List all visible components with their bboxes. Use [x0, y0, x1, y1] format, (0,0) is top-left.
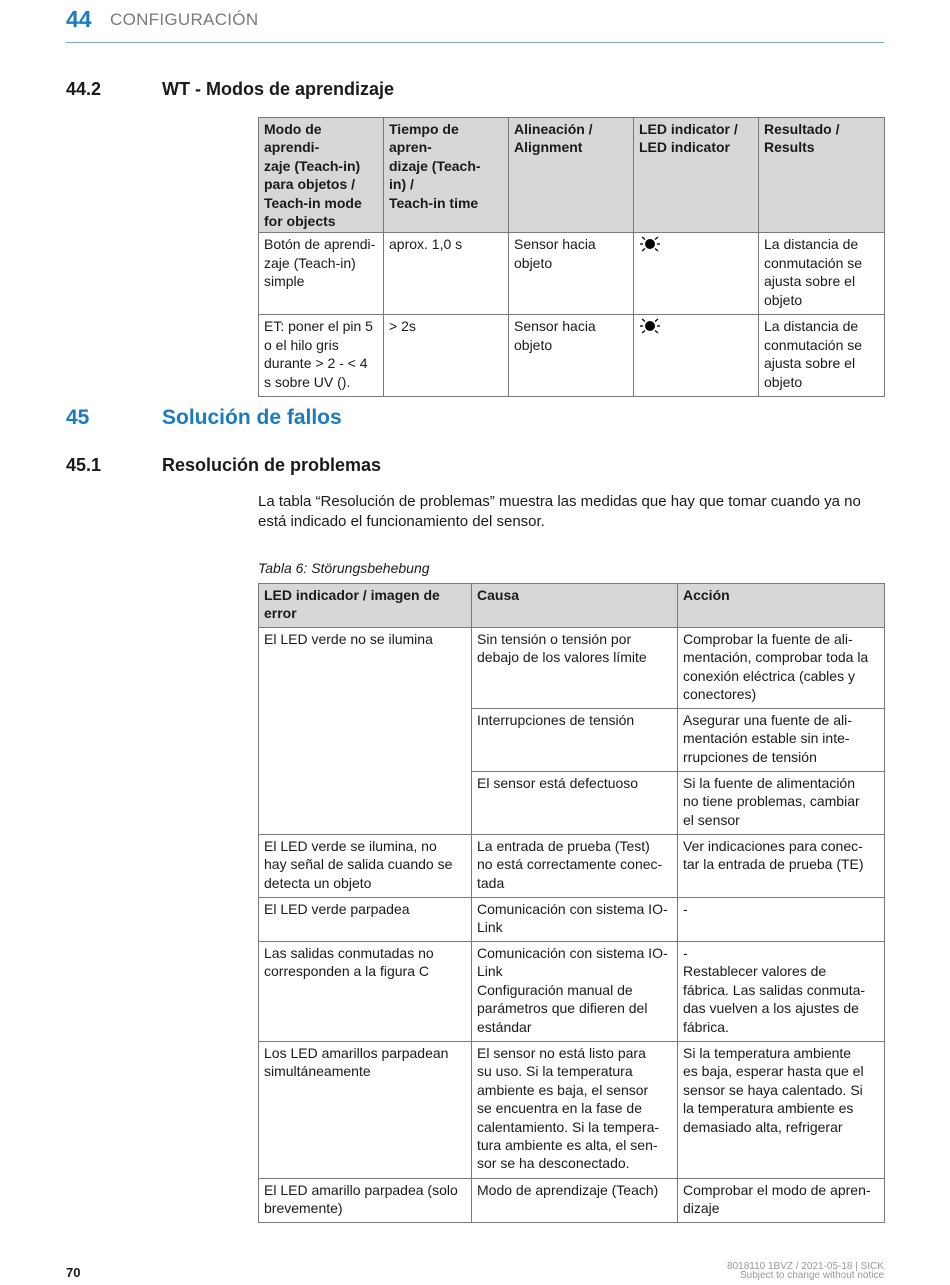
cell-action: Comprobar el modo de apren- dizaje: [678, 1179, 885, 1223]
header-divider: [66, 42, 884, 43]
cell-time: aprox. 1,0 s: [384, 233, 509, 315]
header-alignment: Alineación / Alignment: [509, 118, 634, 233]
cell-action: -: [678, 898, 885, 942]
cell-action: Si la temperatura ambiente es baja, esperar hasta que el sensor se haya calentado. Si la temperatura ambiente es demasiado alta, refrigerar: [678, 1042, 885, 1179]
cell-action: - Restablecer valores de fábrica. Las salidas conmuta- das vuelven a los ajustes de fábrica.: [678, 942, 885, 1042]
cell-led-error: Las salidas conmutadas no corresponden a la figura C: [259, 942, 472, 1042]
header-result: Resultado / Results: [759, 118, 885, 233]
led-on-icon: [639, 317, 661, 335]
cell-led-error: El LED verde parpadea: [259, 898, 472, 942]
page-number: 70: [66, 1265, 81, 1280]
header-led: LED indicator / LED indicator: [634, 118, 759, 233]
cell-mode: ET: poner el pin 5 o el hilo gris durante > 2 - < 4 s sobre UV ().: [259, 315, 384, 397]
cell-action: Si la fuente de alimentación no tiene problemas, cambiar el sensor: [678, 772, 885, 835]
header-cause: Causa: [472, 584, 678, 628]
chapter-title: CONFIGURACIÓN: [110, 10, 259, 29]
header-mode: Modo de aprendi- zaje (Teach-in) para objetos / Teach-in mode for objects: [259, 118, 384, 233]
cell-mode: Botón de aprendi- zaje (Teach-in) simple: [259, 233, 384, 315]
trouble-table-header-row: [259, 584, 885, 628]
header-action: Acción: [678, 584, 885, 628]
cell-alignment: Sensor hacia objeto: [509, 315, 634, 397]
intro-paragraph: La tabla “Resolución de problemas” muestra las medidas que hay que tomar cuando ya no está indicado el funcionamiento del sensor.: [258, 493, 861, 530]
table-row: [259, 898, 885, 942]
cell-led: [634, 233, 759, 315]
cell-alignment: Sensor hacia objeto: [509, 233, 634, 315]
cell-action: Ver indicaciones para conec- tar la entrada de prueba (TE): [678, 835, 885, 898]
section-45-title: Solución de fallos: [162, 406, 342, 429]
cell-cause: Modo de aprendizaje (Teach): [472, 1179, 678, 1223]
section-44-2-number: 44.2: [66, 79, 102, 99]
cell-led-error: El LED verde no se ilumina: [259, 628, 472, 835]
table-row: [259, 315, 885, 397]
table-caption: Tabla 6: Störungsbehebung: [258, 560, 430, 576]
table-row: [259, 1179, 885, 1223]
table-row: [259, 628, 885, 709]
teach-in-table: [258, 117, 885, 397]
cell-action: Comprobar la fuente de ali- mentación, comprobar toda la conexión eléctrica (cables y conectores): [678, 628, 885, 709]
table-row: [259, 1042, 885, 1179]
cell-result: La distancia de conmutación se ajusta sobre el objeto: [759, 233, 885, 315]
chapter-number: 44: [66, 6, 92, 32]
table-row: [259, 835, 885, 898]
teach-table-header-row: [259, 118, 885, 233]
cell-cause: Interrupciones de tensión: [472, 709, 678, 772]
cell-led-error: El LED verde se ilumina, no hay señal de salida cuando se detecta un objeto: [259, 835, 472, 898]
troubleshooting-table: [258, 583, 885, 1223]
table-row: [259, 233, 885, 315]
cell-led-error: El LED amarillo parpadea (solo brevemente): [259, 1179, 472, 1223]
cell-cause: Comunicación con sistema IO- Link Configuración manual de parámetros que difieren del estándar: [472, 942, 678, 1042]
cell-cause: Comunicación con sistema IO- Link: [472, 898, 678, 942]
cell-cause: Sin tensión o tensión por debajo de los valores límite: [472, 628, 678, 709]
section-45-1-number: 45.1: [66, 455, 102, 475]
cell-time: > 2s: [384, 315, 509, 397]
footer-doc-info: [727, 1262, 884, 1280]
cell-result: La distancia de conmutación se ajusta sobre el objeto: [759, 315, 885, 397]
table-row: [259, 942, 885, 1042]
cell-cause: El sensor no está listo para su uso. Si la temperatura ambiente es baja, el sensor se encuentra en la fase de calentamiento. Si la tempera- tura ambiente es alta, el sen- sor se ha desconectado.: [472, 1042, 678, 1179]
cell-cause: El sensor está defectuoso: [472, 772, 678, 835]
led-on-icon: [639, 235, 661, 253]
section-44-2-title: WT - Modos de aprendizaje: [162, 79, 395, 99]
doc-reference: 8018110 1BVZ / 2021-05-18 | SICK: [727, 1261, 884, 1272]
change-notice: Subject to change without notice: [740, 1270, 884, 1281]
section-45-number: 45: [66, 406, 90, 429]
cell-led: [634, 315, 759, 397]
cell-cause: La entrada de prueba (Test) no está correctamente conec- tada: [472, 835, 678, 898]
cell-led-error: Los LED amarillos parpadean simultáneamente: [259, 1042, 472, 1179]
section-45-1-title: Resolución de problemas: [162, 455, 382, 475]
header-time: Tiempo de apren- dizaje (Teach- in) / Teach-in time: [384, 118, 509, 233]
header-led-error: LED indicador / imagen de error: [259, 584, 472, 628]
cell-action: Asegurar una fuente de ali- mentación estable sin inte- rrupciones de tensión: [678, 709, 885, 772]
